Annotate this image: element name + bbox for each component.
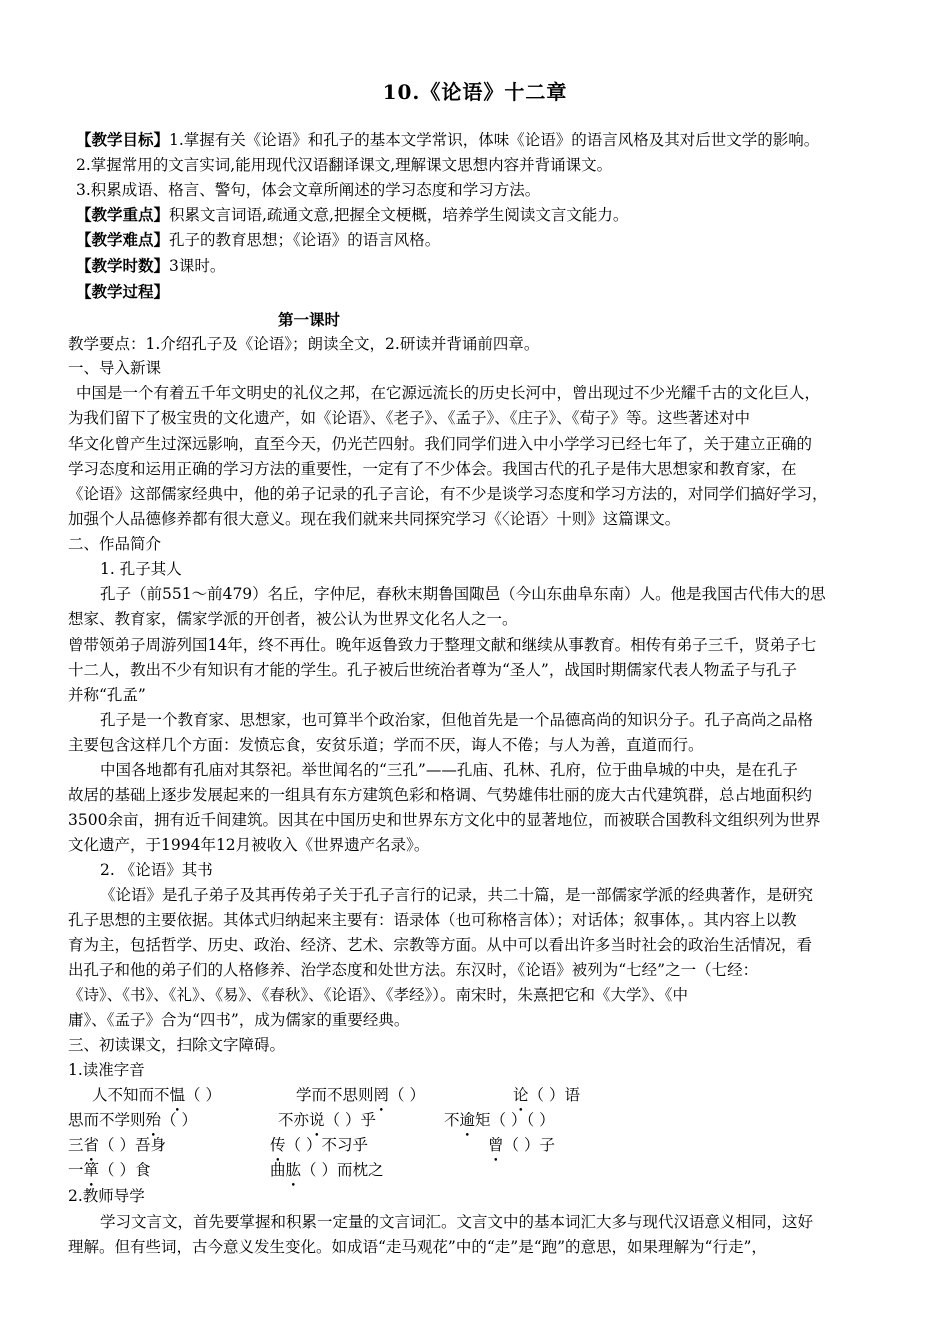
paragraph-line: 《论语》这部儒家经典中，他的弟子记录的孔子言论，有不少是谈学习态度和学习方法的，对同学们搞好学习， [68, 485, 828, 503]
paragraph-line: 理解。但有些词，古今意义发生变化。如成语“走马观花”中的“走”是“跑”的意思，如果理解为“行走”， [68, 1238, 767, 1256]
teaching-hours-label: 【教学时数】 [76, 256, 170, 275]
phonetic-prefix: 学而不思则 [296, 1086, 374, 1104]
phonetic-item [92, 1083, 221, 1107]
section-1-heading: 一、导入新课 [68, 359, 162, 377]
phonetic-item [270, 1158, 383, 1182]
phonetic-suffix: （ ） [389, 1086, 425, 1104]
phonetic-prefix: 一 [68, 1161, 84, 1179]
teaching-focus-label: 【教学重点】 [76, 205, 170, 224]
section-2-heading: 二、作品简介 [68, 535, 162, 553]
phonetic-target-char: 说 [309, 1111, 325, 1129]
paragraph-line: 想家、教育家，儒家学派的开创者，被公认为世界文化名人之一。 [68, 610, 518, 628]
phonetic-target-char: 曾 [488, 1136, 504, 1154]
subsection-heading: 1.读准字音 [68, 1061, 145, 1079]
phonetic-item [68, 1158, 150, 1182]
teaching-difficulty [76, 228, 906, 252]
phonetic-suffix: （ ）而枕之 [301, 1161, 384, 1179]
phonetic-target-char: 箪 [83, 1161, 100, 1179]
phonetic-suffix: （ ）乎 [324, 1111, 376, 1129]
paragraph-line: 《论语》是孔子弟子及其再传弟子关于孔子言行的记录，共二十篇，是一部儒家学派的经典著作，是研究 [100, 886, 814, 904]
paragraph-line: 故居的基础上逐步发展起来的一组具有东方建筑色彩和格调、气势雄伟壮丽的庞大古代建筑群，总占地面积约 [68, 786, 813, 804]
key-points: 教学要点：1.介绍孔子及《论语》；朗读全文，2.研读并背诵前四章。 [68, 335, 540, 353]
phonetic-target-char: 逾 [459, 1111, 476, 1129]
teaching-difficulty-label: 【教学难点】 [76, 230, 170, 249]
subsection-heading: 2. 《论语》其书 [100, 861, 213, 879]
phonetic-item [270, 1133, 368, 1157]
teaching-process-label: 【教学过程】 [76, 282, 170, 301]
phonetic-item [68, 1108, 197, 1132]
paragraph-line: 并称“孔孟” [68, 686, 146, 704]
teaching-focus-text: 积累文言词语,疏通文意,把握全文梗概，培养学生阅读文言文能力。 [169, 206, 629, 224]
phonetic-suffix: （ ） [185, 1086, 221, 1104]
phonetic-prefix: 不 [444, 1111, 460, 1129]
paragraph-line: 主要包含这样几个方面：发愤忘食，安贫乐道；学而不厌，诲人不倦；与人为善，直道而行。 [68, 736, 704, 754]
phonetic-prefix: 人不知而不 [92, 1086, 170, 1104]
phonetic-suffix: （ ）语 [528, 1086, 580, 1104]
teaching-goals-text-1: 1.掌握有关《论语》和孔子的基本文学常识，体味《论语》的语言风格及其对后世文学的影响。 [169, 131, 820, 149]
phonetic-item [296, 1083, 425, 1107]
paragraph-line: 十二人，教出不少有知识有才能的学生。孔子被后世统治者尊为“圣人”，战国时期儒家代表人物孟子与孔子 [68, 661, 797, 679]
teaching-hours [76, 254, 906, 278]
phonetic-suffix: （ ） [161, 1111, 197, 1129]
document-title: 10.《论语》十二章 [382, 80, 568, 104]
subsection-heading: 1. 孔子其人 [100, 560, 182, 578]
teaching-goals-line-2: 2.掌握常用的文言实词,能用现代汉语翻译课文,理解课文思想内容并背诵课文。 [76, 156, 613, 174]
teaching-goals-label: 【教学目标】 [76, 130, 170, 149]
phonetic-target-char: 省 [83, 1136, 100, 1154]
phonetic-suffix: （ ）吾身 [99, 1136, 166, 1154]
teaching-focus [76, 203, 906, 227]
paragraph-line: 华文化曾产生过深远影响，直至今天，仍光芒四射。我们同学们进入中小学学习已经七年了，关于建立正确的 [68, 435, 813, 453]
paragraph-line: 《诗》、《书》、《礼》、《易》、《春秋》、《论语》、《孝经》）。南宋时，朱熹把它和《大学》、《中 [68, 986, 689, 1004]
subsection-heading: 2.教师导学 [68, 1187, 145, 1205]
paragraph-line: 中国各地都有孔庙对其祭祀。举世闻名的“三孔”——孔庙、孔林、孔府，位于曲阜城的中央，是在孔子 [100, 761, 798, 779]
paragraph-line: 为我们留下了极宝贵的文化遗产，如《论语》、《老子》、《孟子》、《庄子》、《荀子》等。这些著述对中 [68, 409, 751, 427]
paragraph-line: 孔子思想的主要依据。其体式归纳起来主要有：语录体（也可称格言体）；对话体；叙事体，。其内容上以教 [68, 911, 797, 929]
phonetic-target-char: 愠 [169, 1086, 186, 1104]
phonetic-target-char: 传 [270, 1136, 286, 1154]
phonetic-suffix: 矩（ ）（ ） [475, 1111, 555, 1129]
phonetic-item [68, 1133, 166, 1157]
teaching-difficulty-text: 孔子的教育思想；《论语》的语言风格。 [169, 231, 441, 249]
paragraph-line: 学习文言文，首先要掌握和积累一定量的文言词汇。文言文中的基本词汇大多与现代汉语意义相同，这好 [100, 1213, 814, 1231]
paragraph-line: 孔子是一个教育家、思想家，也可算半个政治家，但他首先是一个品德高尚的知识分子。孔子高尚之品格 [100, 711, 814, 729]
paragraph-line: 庸》、《孟子》合为“四书”，成为儒家的重要经典。 [68, 1011, 410, 1029]
paragraph-line: 3500余亩，拥有近千间建筑。因其在中国历史和世界东方文化中的显著地位，而被联合国教科文组织列为世界 [68, 811, 821, 829]
teaching-goals-line-3: 3.积累成语、格言、警句，体会文章所阐述的学习态度和学习方法。 [76, 181, 541, 199]
paragraph-line: 曾带领弟子周游列国14年，终不再仕。晚年返鲁致力于整理文献和继续从事教育。相传有弟子三千，贤弟子七 [68, 636, 817, 654]
paragraph-line: 文化遗产，于1994年12月被收入《世界遗产名录》。 [68, 836, 430, 854]
section-3-heading: 三、初读课文，扫除文字障碍。 [68, 1036, 286, 1054]
paragraph-line: 学习态度和运用正确的学习方法的重要性，一定有了不少体会。我国古代的孔子是伟大思想家和教育家，在 [68, 460, 797, 478]
phonetic-suffix: （ ）子 [503, 1136, 555, 1154]
phonetic-prefix: 思而不学则 [68, 1111, 146, 1129]
paragraph-line: 孔子（前551～前479）名丘，字仲尼，春秋末期鲁国陬邑（今山东曲阜东南）人。他是我国古代伟大的思 [100, 585, 826, 603]
phonetic-prefix: 不亦 [278, 1111, 310, 1129]
teaching-hours-text: 3课时。 [169, 257, 226, 275]
phonetic-target-char: 罔 [373, 1086, 390, 1104]
paragraph-line: 加强个人品德修养都有很大意义。现在我们就来共同探究学习《〈论语〉十则》这篇课文。 [68, 510, 681, 528]
phonetic-target-char: 肱 [285, 1161, 302, 1179]
phonetic-suffix: （ ）不习乎 [285, 1136, 368, 1154]
lesson-heading: 第一课时 [278, 310, 341, 329]
phonetic-item [513, 1083, 580, 1107]
teaching-goals-line-1 [76, 128, 906, 152]
phonetic-item [444, 1108, 555, 1132]
phonetic-suffix: （ ）食 [99, 1161, 151, 1179]
paragraph-line: 中国是一个有着五千年文明史的礼仪之邦，在它源远流长的历史长河中，曾出现过不少光耀千古的文化巨人， [76, 384, 821, 402]
phonetic-prefix: 曲 [270, 1161, 286, 1179]
phonetic-item [278, 1108, 376, 1132]
phonetic-target-char: 论 [513, 1086, 529, 1104]
phonetic-prefix: 三 [68, 1136, 84, 1154]
paragraph-line: 出孔子和他的弟子们的人格修养、治学态度和处世方法。东汉时，《论语》被列为“七经”之一（七经： [68, 961, 759, 979]
phonetic-target-char: 殆 [145, 1111, 162, 1129]
paragraph-line: 育为主，包括哲学、历史、政治、经济、艺术、宗教等方面。从中可以看出许多当时社会的政治生活情况，看 [68, 936, 813, 954]
phonetic-item [488, 1133, 555, 1157]
